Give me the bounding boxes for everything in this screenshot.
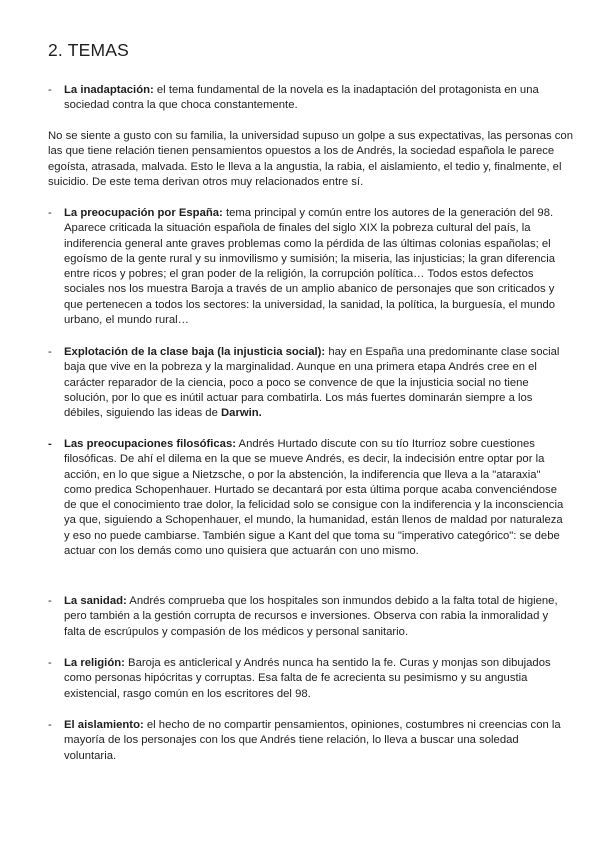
list-item-body: Andrés Hurtado discute con su tío Iturrioz sobre cuestiones filosóficas. De ahí el dilema en la que se mueve Andrés, es decir, la indecisión entre optar por la acción, en lo que sigue a Nietzsche, o por la abstención, la indiferencia que lleva a la "ataraxia" como predica Schopenhauer. Hurtado se decantará por esta última porque acaba convenciéndose de que el conocimiento trae dolor, la felicidad solo se consigue con la indiferencia y la inconsciencia ya que, siguiendo a Schopenhauer, el mundo, la humanidad, están llenos de maldad por naturaleza y eso no puede cambiarse. También sigue a Kant del que toma su "imperativo categórico": se debe actuar con los demás como uno quisiera que actuarán con uno mismo. <box>64 438 564 558</box>
list-item-title: La inadaptación: <box>64 84 154 96</box>
list-item-body: el tema fundamental de la novela es la inadaptación del protagonista en una sociedad contra la que choca constantemente. <box>64 84 539 112</box>
list-item-text <box>64 656 566 702</box>
list-item-title: Explotación de la clase baja (la injusticia social): <box>64 346 326 358</box>
list-item-text <box>64 83 566 114</box>
list-item-title: La religión: <box>64 657 125 669</box>
section-heading: 2. TEMAS <box>48 40 130 60</box>
list-dash: - <box>48 346 52 358</box>
list-item-body: Andrés comprueba que los hospitales son inmundos debido a la falta total de higiene, pero también a la gestión corrupta de recursos e inversiones. Observa con rabia la inmoralidad y falta de escrúpulos y compasión de los médicos y personal sanitario. <box>64 595 558 638</box>
list-item-body: el hecho de no compartir pensamientos, opiniones, costumbres ni creencias con la mayoría de los personajes con los que Andrés tiene relación, lo lleva a buscar una soledad voluntaria. <box>64 719 561 762</box>
list-dash: - <box>48 84 52 96</box>
list-item-text <box>64 206 566 328</box>
list-dash: - <box>48 719 52 731</box>
list-item-body: Baroja es anticlerical y Andrés nunca ha sentido la fe. Curas y monjas son dibujados como personas hipócritas y corruptas. Esa falta de fe acrecienta su pesimismo y su angustia existencial, rasgo común en los escritores del 98. <box>64 657 551 700</box>
list-item-text <box>64 718 566 764</box>
list-dash: - <box>48 438 52 450</box>
list-item-title: El aislamiento: <box>64 719 144 731</box>
list-item-text <box>64 437 566 559</box>
list-dash: - <box>48 595 52 607</box>
list-item-title: La sanidad: <box>64 595 127 607</box>
list-item-body: hay en España una predominante clase social baja que vive en la pobreza y la marginalidad. Aunque en una primera etapa Andrés cree en el carácter reparador de la ciencia, poco a poco se convence de que la injusticia social no tiene solución, por lo que es inútil actuar para combatirla. Los más fuertes dominarán siempre a los débiles, siguiendo las ideas de <box>64 346 560 420</box>
list-dash: - <box>48 657 52 669</box>
intro-paragraph: No se siente a gusto con su familia, la universidad supuso un golpe a sus expectativas, las personas con las que tiene relación tienen pensamientos opuestos a los de Andrés, la sociedad española le parece egoísta, atrasada, malvada. Esto le lleva a la angustia, la rabia, el aislamiento, el tedio y, finalmente, el suicidio. De este tema derivan otros muy relacionados entre sí. <box>48 130 573 188</box>
list-item-bold-tail: Darwin. <box>221 407 262 420</box>
list-item-text <box>64 345 566 421</box>
list-dash: - <box>48 207 52 219</box>
list-item-text <box>64 594 566 640</box>
list-item-body: tema principal y común entre los autores de la generación del 98. Aparece criticada la situación española de finales del siglo XIX la pobreza cultural del país, la indiferencia general ante graves problemas como la pérdida de las últimas colonias españolas; el egoísmo de la gente rural y su inmovilismo y sumisión; la miseria, las injusticias; la gran diferencia entre ricos y pobres; el gran poder de la religión, la corrupción política… Todos estos defectos sociales nos los muestra Baroja a través de un amplio abanico de personajes que son criticados y que pertenecen a todos los sectores: la universidad, la sanidad, la política, la burguesía, el mundo urbano, el mundo rural… <box>64 207 556 327</box>
list-item-title: Las preocupaciones filosóficas: <box>64 438 237 450</box>
list-item-title: La preocupación por España: <box>64 207 223 219</box>
